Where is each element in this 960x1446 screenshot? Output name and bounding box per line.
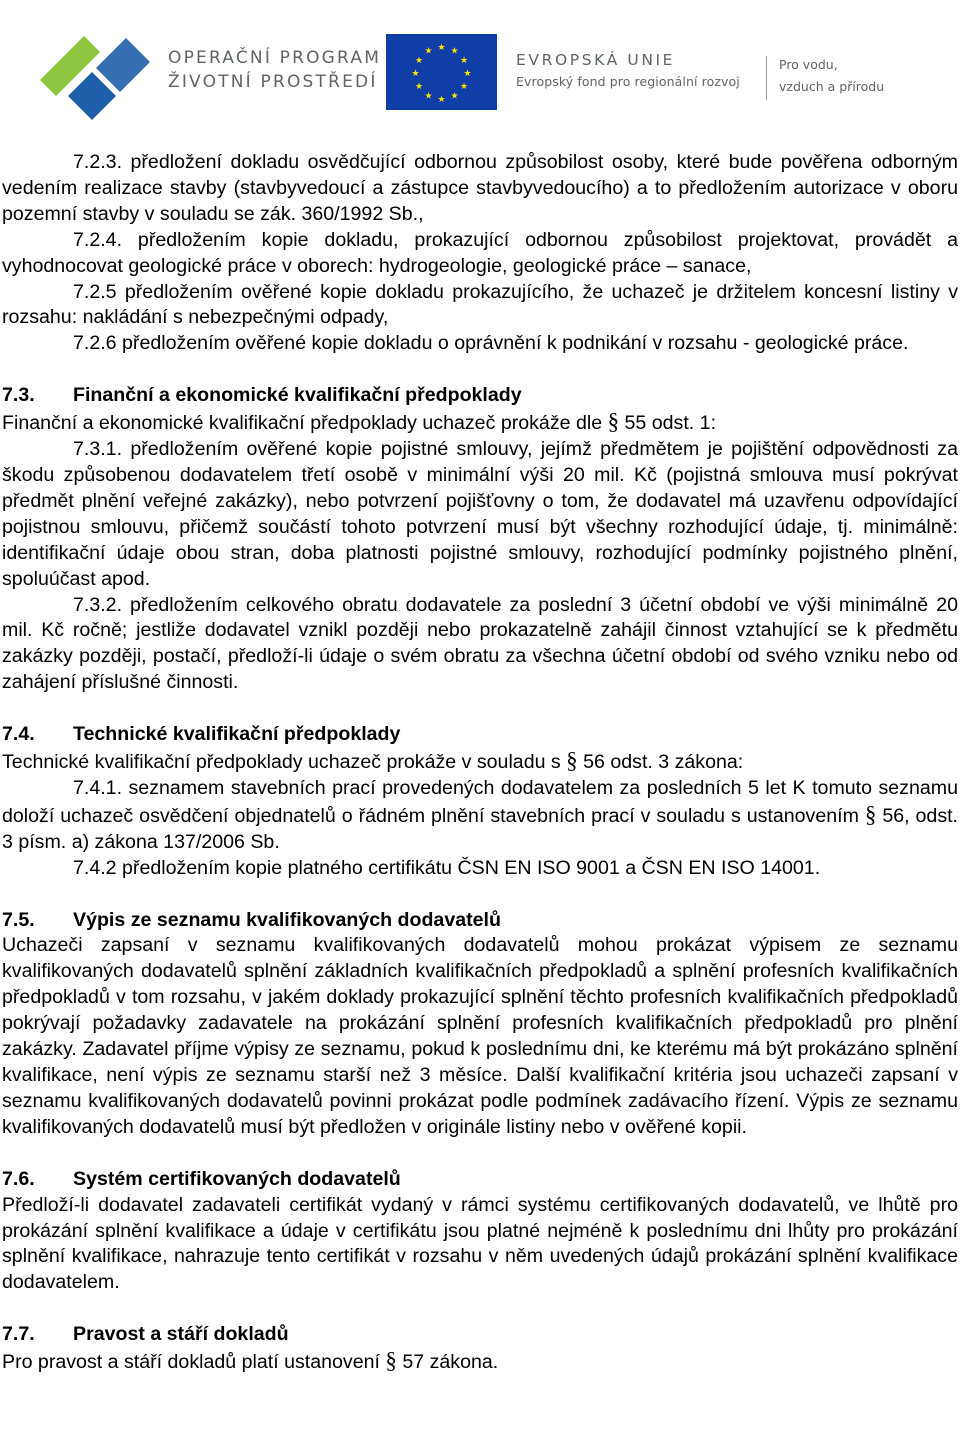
svg-text:★: ★ (424, 91, 433, 102)
eu-title: EVROPSKÁ UNIE (516, 51, 676, 69)
paragraph-7-3-2: 7.3.2. předložením celkového obratu dodavatele za poslední 3 účetní období ve výši minimálně 20 mil. Kč ročně; jestliže dodavatel vznikl později nebo prokazatelně zahájil činnost vztahující se k předmětu zakázky později, postačí, předloží-li údaje o svém obratu za všechna účetní období od svého vzniku nebo od zahájení příslušné činnosti. (2, 593, 958, 694)
svg-text:★: ★ (424, 46, 433, 57)
paragraph-7-2-4: 7.2.4. předložením kopie dokladu, prokazující odbornou způsobilost projektovat, provádět a vyhodnocovat geologické práce v oborech: hydrogeologie, geologické práce – sanace, (2, 228, 958, 277)
section-7-3-intro (2, 409, 958, 437)
section-heading-7-4 (2, 722, 958, 748)
section-title: Technické kvalifikační předpoklady (73, 723, 401, 746)
section-title: Finanční a ekonomické kvalifikační předpoklady (73, 384, 522, 407)
svg-text:★: ★ (463, 69, 472, 79)
section-number: 7.3. (2, 384, 35, 407)
intro-text: Finanční a ekonomické kvalifikační předpoklady uchazeč prokáže dle (2, 412, 608, 435)
op-zp-logo-icon (34, 24, 152, 124)
section-title: Výpis ze seznamu kvalifikovaných dodavatelů (73, 908, 501, 931)
svg-text:★: ★ (459, 56, 469, 66)
spacer (2, 696, 958, 722)
paragraph-sign: § (566, 748, 578, 774)
section-7-4-intro (2, 748, 958, 776)
section-number: 7.5. (2, 908, 35, 931)
section-title: Systém certifikovaných dodavatelů (73, 1167, 401, 1190)
paragraph-sign: § (607, 409, 620, 435)
svg-text:★: ★ (411, 69, 420, 79)
section-7-6-text: Předloží-li dodavatel zadavateli certifikát vydaný v rámci systému certifikovaných dodavatelů, ve lhůtě pro prokázání splnění kvalifikace a údaje v certifikátu jsou platné nejméně k poslednímu dni lhůty pro prokázání splnění kvalifikace, nahrazuje tento certifikát v rozsahu v něm uvedených údajů prokázání splnění kvalifikace dodavatelem. (2, 1193, 958, 1294)
motto-line-1: Pro vodu, (779, 57, 838, 72)
svg-text:★: ★ (437, 43, 446, 53)
spacer (2, 1296, 958, 1322)
paragraph-7-4-2: 7.4.2 předložením kopie platného certifikátu ČSN EN ISO 9001 a ČSN EN ISO 14001. (73, 856, 821, 879)
op-program-name (168, 46, 381, 94)
paragraph-7-3-1: 7.3.1. předložením ověřené kopie pojistné smlouvy, jejímž předmětem je pojištění odpovědnosti za škodu způsobenou dodavatelem třetí osobě v minimální výši 20 mil. Kč (pojistná smlouva musí pokrývat předmět plnění veřejné zakázky), nebo potvrzení pojišťovny o tom, že dodavatel má uzavřenu odpovídající pojistnou smlouvu, přičemž součástí tohoto potvrzení musí být všechny rozhodující údaje, tj. minimálně: identifikační údaje obou stran, doba platnosti pojistné smlouvy, rozhodující podmínky pojistného plnění, spoluúčast apod. (2, 438, 958, 590)
header-divider (766, 56, 767, 100)
intro-text-end: 56 odst. 3 zákona: (577, 751, 744, 774)
eu-name (516, 50, 740, 94)
document-body (2, 150, 958, 1376)
motto-line-2: vzduch a přírodu (779, 79, 885, 94)
section-number: 7.7. (2, 1323, 35, 1346)
paragraph-7-4-1 (2, 776, 958, 856)
spacer (2, 1141, 958, 1167)
paragraph-7-2-6: 7.2.6 předložením ověřené kopie dokladu o oprávnění k podnikání v rozsahu - geologické práce. (73, 332, 909, 355)
document-header (0, 0, 960, 128)
spacer (2, 357, 958, 383)
paragraph-text-end: 56, odst. 3 písm. a) zákona 137/2006 Sb. (2, 804, 958, 853)
section-text: Pro pravost a stáří dokladů platí ustanovení (2, 1351, 386, 1374)
motto (779, 54, 884, 98)
op-line-2: ŽIVOTNÍ PROSTŘEDÍ (168, 72, 378, 92)
intro-text-end: 55 odst. 1: (619, 412, 717, 435)
section-7-7-text (2, 1348, 958, 1376)
section-number: 7.4. (2, 723, 35, 746)
section-heading-7-6 (2, 1167, 958, 1193)
paragraph-7-2-3: 7.2.3. předložení dokladu osvědčující odbornou způsobilost osoby, které bude pověřena odborným vedením realizace stavby (stavbyvedoucí a zástupce stavbyvedoucího) a to předložením autorizace v oboru pozemní stavby v souladu se zák. 360/1992 Sb., (2, 151, 958, 225)
paragraph-7-2-5: 7.2.5 předložením ověřené kopie dokladu prokazujícího, že uchazeč je držitelem koncesní listiny v rozsahu: nakládání s nebezpečnými odpady, (2, 280, 958, 329)
op-line-1: OPERAČNÍ PROGRAM (168, 48, 382, 68)
svg-text:★: ★ (450, 91, 459, 102)
section-title: Pravost a stáří dokladů (73, 1323, 289, 1346)
paragraph-sign: § (385, 1348, 397, 1374)
section-number: 7.6. (2, 1167, 35, 1190)
intro-text: Technické kvalifikační předpoklady uchazeč prokáže v souladu s (2, 751, 567, 774)
eu-flag-icon (386, 34, 497, 110)
section-heading-7-3 (2, 383, 958, 409)
svg-text:★: ★ (437, 95, 446, 105)
svg-text:★: ★ (459, 82, 469, 92)
svg-text:★: ★ (414, 56, 424, 66)
paragraph-sign: § (864, 801, 877, 827)
section-text-end: 57 zákona. (396, 1351, 499, 1374)
section-7-5-text: Uchazeči zapsaní v seznamu kvalifikovaných dodavatelů mohou prokázat výpisem ze seznamu kvalifikovaných dodavatelů splnění základních kvalifikačních předpokladů a splnění profesních kvalifikačních předpokladů v tom rozsahu, v jakém doklady prokazující splnění těchto profesních kvalifikačních předpokladů pokrývají požadavky zadavatele na prokázání splnění profesních kvalifikačních předpokladů pro plnění zakázky. Zadavatel příjme výpisy ze seznamu, pokud k poslednímu dni, ke kterému má být prokázáno splnění kvalifikace, není výpis ze seznamu starší než 3 měsíce. Další kvalifikační kritéria jsou uchazeči zapsaní v seznamu kvalifikovaných dodavatelů povinni prokázat podle podmínek zadávacího řízení. Výpis ze seznamu kvalifikovaných dodavatelů musí být předložen v originále listiny nebo v ověřené kopii. (2, 934, 958, 1138)
svg-text:★: ★ (450, 46, 459, 57)
section-heading-7-7 (2, 1322, 958, 1348)
eu-fund-name: Evropský fond pro regionální rozvoj (516, 74, 740, 89)
section-heading-7-5 (2, 908, 958, 934)
spacer (2, 882, 958, 908)
svg-text:★: ★ (414, 82, 424, 92)
paragraph-text: 7.4.1. seznamem stavebních prací provedených dodavatelem za posledních 5 let K tomuto seznamu doloží uchazeč osvědčení objednatelů o řádném plnění stavebních prací v souladu s ustanovením (2, 776, 958, 827)
